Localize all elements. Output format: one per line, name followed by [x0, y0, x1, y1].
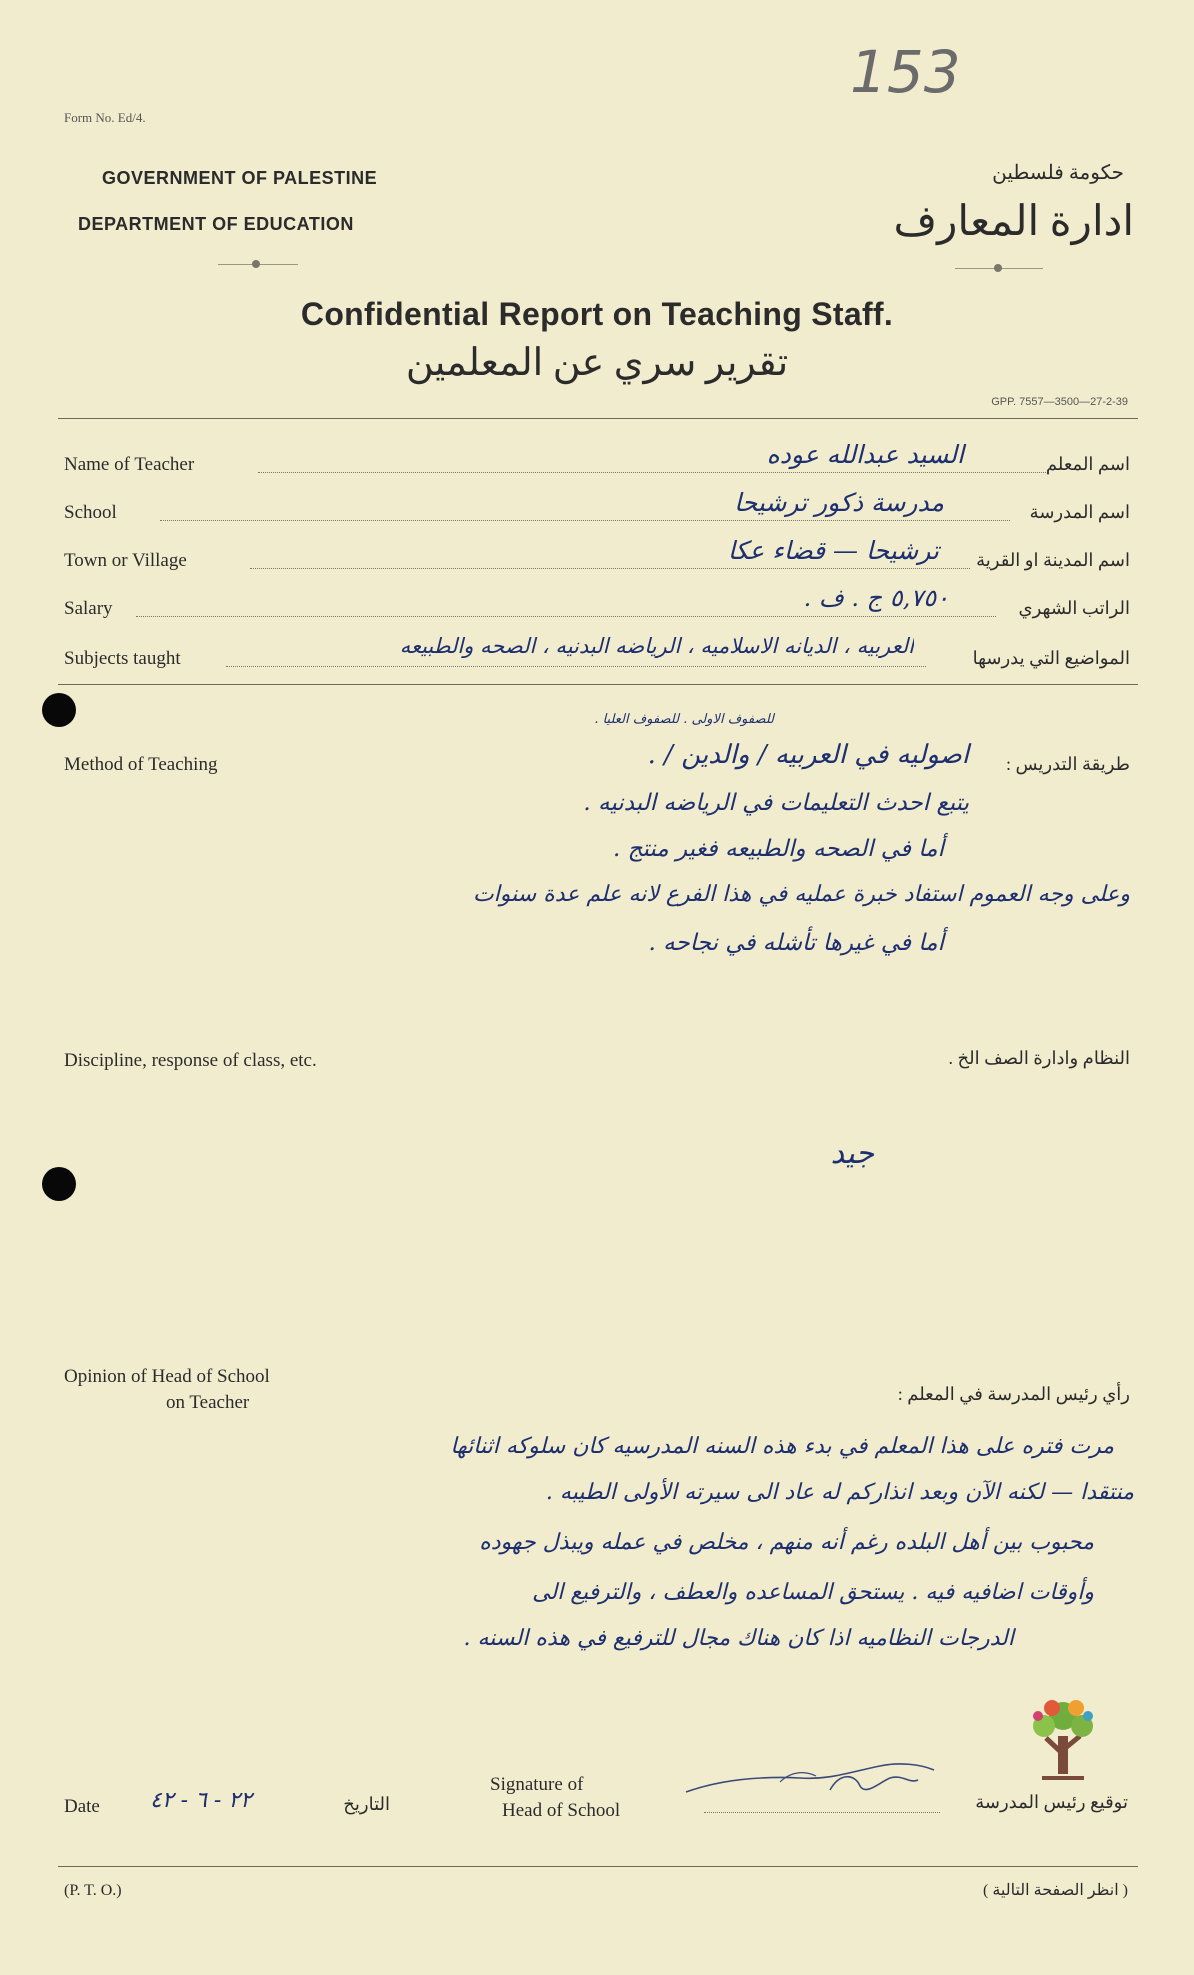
label-date-en: Date [64, 1796, 100, 1817]
label-signature-en-1: Signature of [490, 1774, 584, 1795]
date-value: ٢٢ - ٦ - ٤٢ [150, 1788, 252, 1813]
label-school-ar: اسم المدرسة [1029, 502, 1130, 522]
method-line-4: وعلى وجه العموم استفاد خبرة عمليه في هذا الفرع لانه علم عدة سنوات [472, 882, 1130, 907]
dotted-line [136, 616, 996, 617]
top-rule [58, 418, 1138, 419]
department-heading-en: DEPARTMENT OF EDUCATION [78, 214, 354, 234]
dotted-line [250, 568, 970, 569]
footer-rule [58, 1866, 1138, 1867]
opinion-line-3: محبوب بين أهل البلده رغم أنه منهم ، مخلص في عمله ويبذل جهوده [479, 1530, 1094, 1555]
pto-en: (P. T. O.) [64, 1882, 122, 1899]
opinion-line-4: وأوقات اضافيه فيه . يستحق المساعده والعطف ، والترفيع الى [532, 1580, 1094, 1605]
opinion-line-2: منتقدا — لكنه الآن وبعد انذاركم له عاد الى سيرته الأولى الطيبه . [545, 1480, 1134, 1505]
dotted-line [258, 472, 1048, 473]
divider-dot-left [252, 260, 260, 268]
subjects-value: العربيه ، الديانه الاسلاميه ، الرياضه البدنيه ، الصحه والطبيعه [399, 634, 914, 658]
method-line-1: اصوليه في العربيه / والدين / . [647, 740, 969, 770]
salary-value: ٥,٧٥٠ ج . ف . [803, 584, 949, 612]
label-method-ar: طريقة التدريس : [1005, 754, 1130, 774]
discipline-value: جيد [830, 1136, 874, 1171]
government-heading-en: GOVERNMENT OF PALESTINE [102, 168, 378, 188]
label-opinion-en-1: Opinion of Head of School [64, 1366, 270, 1387]
signature-scribble-icon [680, 1752, 940, 1812]
government-heading-ar: حكومة فلسطين [992, 162, 1124, 184]
department-heading-ar: ادارة المعارف [893, 199, 1134, 245]
dotted-line [226, 666, 926, 667]
label-salary-en: Salary [64, 598, 113, 619]
label-name-ar: اسم المعلم [1045, 454, 1130, 474]
school-value: مدرسة ذكور ترشيحا [734, 488, 944, 517]
method-line-5: أما في غيرها تأشله في نجاحه . [648, 930, 944, 956]
teacher-name-value: السيد عبدالله عوده [766, 440, 964, 469]
punch-hole-icon [42, 1167, 76, 1201]
method-margin-note: للصفوف الاولى . للصفوف العليا . [594, 712, 774, 727]
method-line-2: يتبع احدث التعليمات في الرياضه البدنيه . [583, 790, 969, 816]
form-number: Form No. Ed/4. [64, 110, 146, 125]
label-date-ar: التاريخ [343, 1794, 390, 1814]
method-line-3: أما في الصحه والطبيعه فغير منتج . [612, 836, 944, 862]
printing-code: GPP. 7557—3500—27-2-39 [991, 396, 1128, 408]
label-opinion-en-2: on Teacher [166, 1392, 250, 1413]
report-title-en: Confidential Report on Teaching Staff. [300, 296, 894, 332]
fields-bottom-rule [58, 684, 1138, 685]
label-subjects-ar: المواضيع التي يدرسها [972, 648, 1130, 668]
label-discipline-en: Discipline, response of class, etc. [64, 1050, 317, 1071]
label-subjects-en: Subjects taught [64, 648, 181, 669]
dotted-line [160, 520, 1010, 521]
signature-line [704, 1812, 940, 1813]
town-value: ترشيحا — قضاء عكا [727, 536, 939, 565]
label-school-en: School [64, 502, 117, 523]
punch-hole-icon [42, 693, 76, 727]
tree-logo-icon [1024, 1694, 1102, 1784]
label-opinion-ar: رأي رئيس المدرسة في المعلم : [897, 1384, 1130, 1404]
label-discipline-ar: النظام وادارة الصف الخ . [948, 1048, 1130, 1068]
report-title-ar: تقرير سري عن المعلمين [405, 342, 789, 384]
label-town-ar: اسم المدينة او القرية [976, 550, 1130, 570]
opinion-line-1: مرت فتره على هذا المعلم في بدء هذه السنه المدرسيه كان سلوكه اثنائها [450, 1434, 1114, 1459]
divider-dot-right [994, 264, 1002, 272]
label-signature-ar: توقيع رئيس المدرسة [975, 1792, 1128, 1812]
label-method-en: Method of Teaching [64, 754, 218, 775]
label-salary-ar: الراتب الشهري [1018, 598, 1130, 618]
opinion-line-5: الدرجات النظاميه اذا كان هناك مجال للترفيع في هذه السنه . [463, 1626, 1014, 1651]
pto-ar: ( انظر الصفحة التالية ) [982, 1882, 1128, 1899]
label-name-en: Name of Teacher [64, 454, 195, 475]
handwritten-page-number: 153 [850, 38, 961, 106]
label-signature-en-2: Head of School [502, 1800, 621, 1821]
label-town-en: Town or Village [64, 550, 187, 571]
